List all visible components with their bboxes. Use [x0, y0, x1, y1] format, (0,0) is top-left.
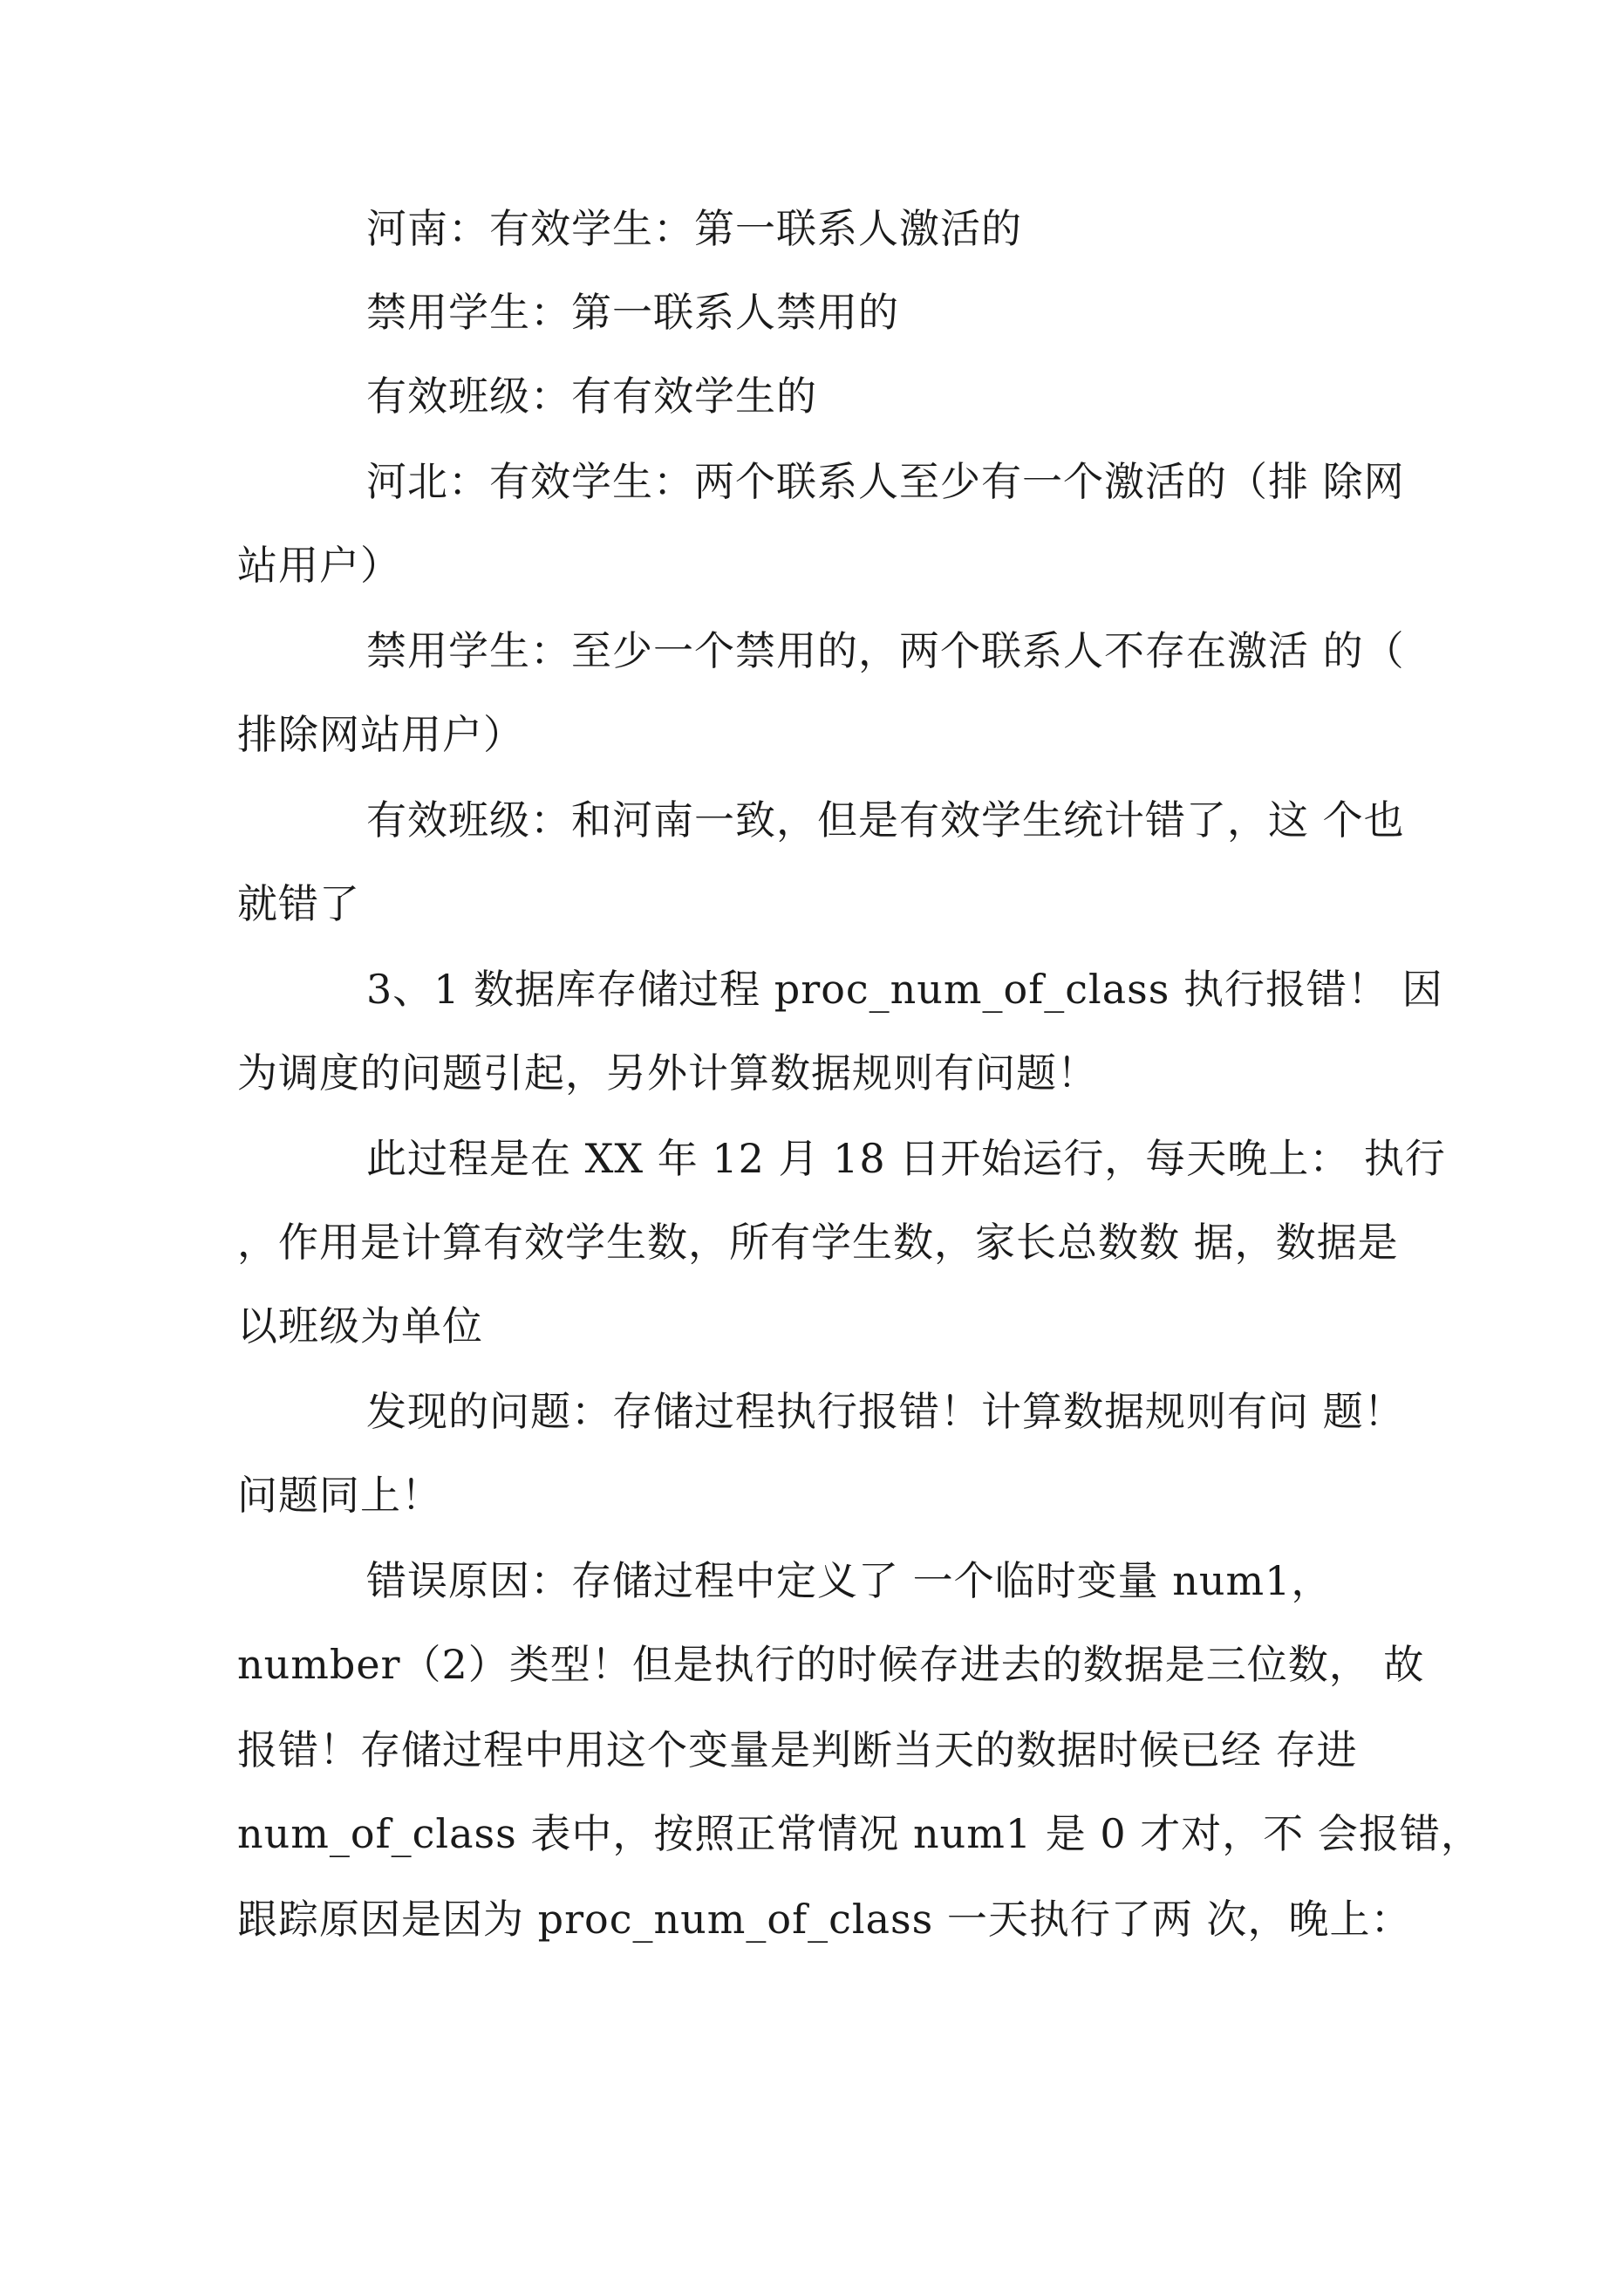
paragraph-line: 此过程是在 XX 年 12 月 18 日开始运行，每天晚上： 执行	[366, 1135, 1446, 1182]
paragraph-line: number（2）类型！但是执行的时候存进去的数据是三位数， 故	[237, 1641, 1425, 1688]
paragraph-line: 有效班级：有有效学生的	[366, 372, 817, 420]
paragraph-line: 有效班级：和河南一致，但是有效学生统计错了，这 个也	[366, 796, 1405, 844]
paragraph-line: 以班级为单位	[237, 1302, 483, 1350]
paragraph-line: 发现的问题：存储过程执行报错！计算数据规则有问 题！	[366, 1388, 1405, 1435]
paragraph-line: 3、1 数据库存储过程 proc_num_of_class 执行报错！ 因	[366, 966, 1443, 1013]
paragraph-line: num_of_class 表中，按照正常情况 num1 是 0 才对，不 会报错，	[237, 1810, 1482, 1857]
paragraph-line: 排除网站用户）	[237, 711, 524, 758]
paragraph-line: 河南：有效学生：第一联系人激活的	[366, 205, 1022, 252]
paragraph-line: 禁用学生：至少一个禁用的，两个联系人不存在激活 的（	[366, 627, 1405, 674]
paragraph-line: 站用户）	[237, 542, 401, 589]
paragraph-line: 为调度的问题引起，另外计算数据规则有问题！	[237, 1049, 1098, 1097]
paragraph-line: 禁用学生：第一联系人禁用的	[366, 289, 899, 336]
paragraph-line: 就错了	[237, 880, 360, 927]
paragraph-line: 问题同上！	[237, 1472, 442, 1519]
paragraph-line: 错误原因：存储过程中定义了 一个临时变量 num1，	[366, 1557, 1333, 1604]
paragraph-line: 报错！存储过程中用这个变量是判断当天的数据时候已经 存进	[237, 1726, 1358, 1773]
paragraph-line: ，作用是计算有效学生数，所有学生数，家长总数数 据，数据是	[237, 1219, 1399, 1266]
paragraph-line: 跟踪原因是因为 proc_num_of_class 一天执行了两 次，晚上：	[237, 1896, 1412, 1943]
paragraph-line: 河北：有效学生：两个联系人至少有一个激活的（排 除网	[366, 458, 1405, 505]
